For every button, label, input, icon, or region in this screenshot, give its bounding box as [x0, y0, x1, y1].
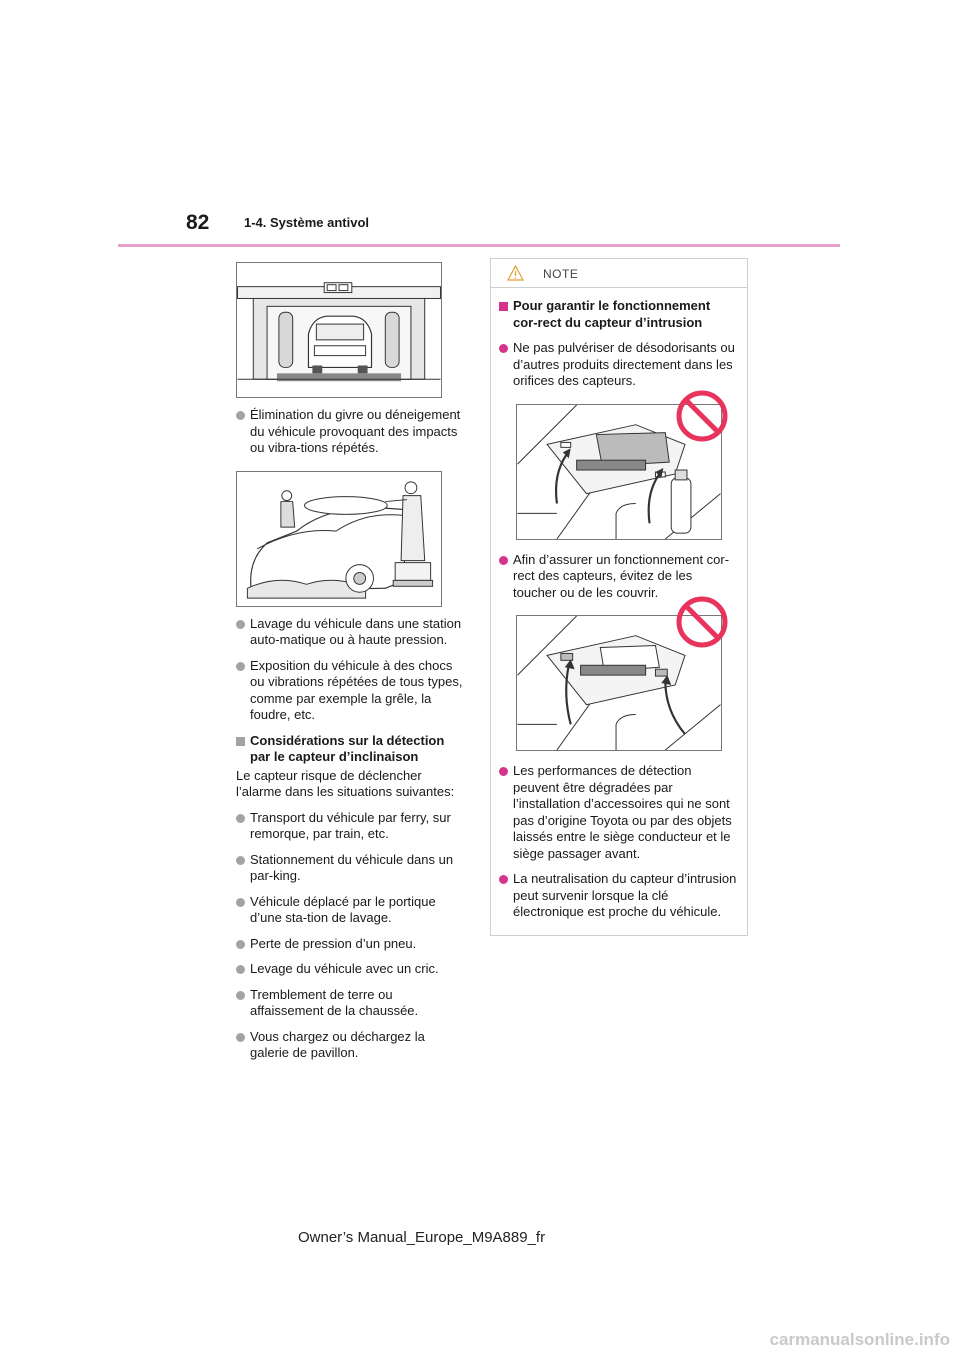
list-item: Perte de pression d’un pneu. — [236, 936, 466, 953]
bullets-c — [236, 810, 466, 1062]
list-item: Exposition du véhicule à des chocs ou vibrations répétées de tous types, comme par exemple la grêle, la foudre, etc. — [236, 658, 466, 724]
note-header — [491, 259, 747, 288]
page-number: 82 — [186, 211, 210, 234]
header-rule — [118, 244, 840, 247]
list-item: Stationnement du véhicule dans un par-king. — [236, 852, 466, 885]
list-item: Levage du véhicule avec un cric. — [236, 961, 466, 978]
note-bullet-4: La neutralisation du capteur d’intrusion peut survenir lorsque la clé électronique est proche du véhicule. — [499, 871, 737, 921]
prohibited-icon — [675, 389, 729, 443]
left-column — [236, 262, 466, 1062]
list-item: Vous chargez ou déchargez la galerie de pavillon. — [236, 1029, 466, 1062]
note-box — [490, 258, 748, 936]
footer-manual-id: Owner’s Manual_Europe_M9A889_fr — [298, 1229, 546, 1246]
car-wash-illustration — [236, 262, 442, 398]
note-bullet-2: Afin d’assurer un fonctionnement cor-rect des capteurs, évitez de les toucher ou de les couvrir. — [499, 552, 737, 602]
snow-removal-illustration — [236, 471, 442, 607]
note-label: NOTE — [543, 267, 579, 281]
note-subhead: Pour garantir le fonctionnement cor-rect du capteur d’intrusion — [499, 298, 737, 331]
section-title: 1-4. Système antivol — [244, 215, 369, 230]
bullets-a — [236, 407, 466, 457]
list-item: Véhicule déplacé par le portique d’une sta-tion de lavage. — [236, 894, 466, 927]
bullets-b — [236, 616, 466, 724]
tilt-sensor-intro: Le capteur risque de déclencher l’alarme dans les situations suivantes: — [236, 767, 455, 799]
prohibited-icon — [675, 595, 729, 649]
snow-removal-drawing — [237, 472, 441, 606]
list-item: Transport du véhicule par ferry, sur remorque, par train, etc. — [236, 810, 466, 843]
note-bullet-3: Les performances de détection peuvent être dégradées par l’installation d’accessoires qui ne sont pas d’origine Toyota ou par des objets laissés entre le siège conducteur et le siège passager avant. — [499, 763, 737, 862]
watermark: carmanualsonline.info — [769, 1330, 950, 1349]
list-item: Élimination du givre ou déneigement du véhicule provoquant des impacts ou vibra-tions répétés. — [236, 407, 466, 457]
warning-icon — [507, 265, 524, 281]
tilt-sensor-subhead: Considérations sur la détection par le capteur d’inclinaison — [236, 733, 466, 766]
note-bullet-1: Ne pas pulvériser de désodorisants ou d’autres produits directement dans les orifices des capteurs. — [499, 340, 737, 390]
list-item: Lavage du véhicule dans une station auto-matique ou à haute pression. — [236, 616, 466, 649]
list-item: Tremblement de terre ou affaissement de la chaussée. — [236, 987, 466, 1020]
car-wash-drawing — [237, 263, 441, 397]
